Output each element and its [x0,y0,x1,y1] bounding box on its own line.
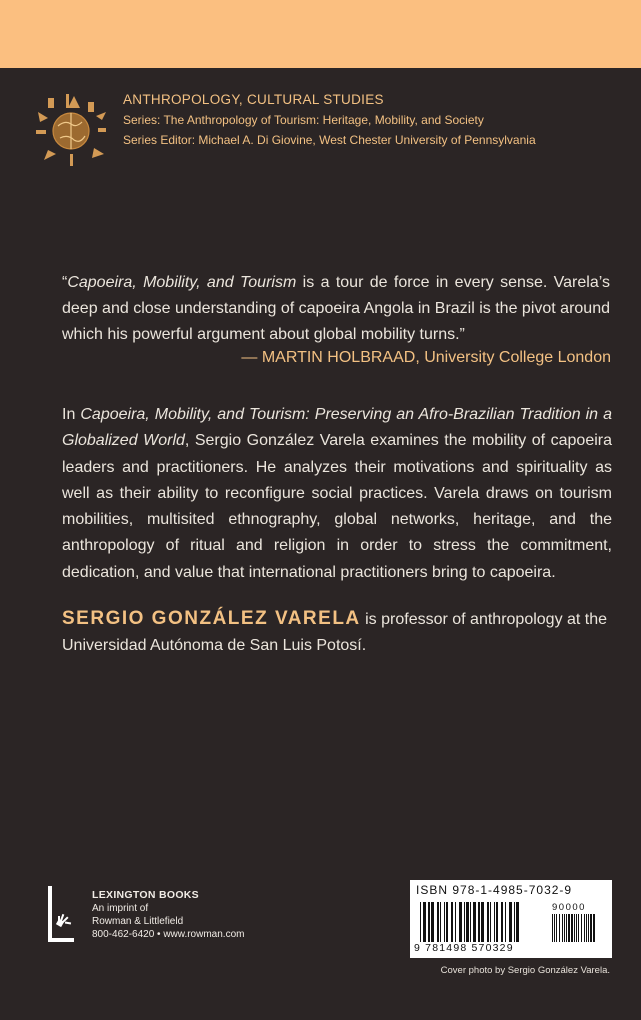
barcode-bar [516,902,519,942]
top-color-band [0,0,641,68]
barcode-bar [571,914,573,942]
barcode-bar [490,902,491,942]
barcode-bar [590,914,592,942]
description-text: , Sergio González Varela examines the mobility of capoeira leaders and practitioners. He analyzes their motivations and spirituality as well as their ability to reconfigure social practices. Varela draws on tourism mobilities, multisited ethnography, global networks, heritage, and the anthropology of ritual and religion in order to stress the commitment, dedication, and value that international practitioners bring to capoeira. [62,432,613,581]
isbn-barcode [410,880,612,958]
barcode-bar [431,902,434,942]
barcode-bar [568,914,570,942]
barcode-bar [593,914,595,942]
barcode-bar [494,902,495,942]
barcode-bar [470,902,471,942]
series-title: Series: The Anthropology of Tourism: Heritage, Mobility, and Society [123,113,484,127]
barcode-bar [578,914,579,942]
isbn-text: ISBN 978-1-4985-7032-9 [416,883,573,897]
barcode-bar [552,914,553,942]
barcode-bar [437,902,439,942]
lexington-logo-icon [48,886,74,942]
barcode-bar [514,902,515,942]
publisher-name: LEXINGTON BOOKS [92,889,199,901]
barcode-number: 9 781498 570329 [414,942,514,954]
barcode-bar [562,914,563,942]
barcode-bar [459,902,462,942]
series-info [123,90,633,150]
quote-book-title: Capoeira, Mobility, and Tourism [67,274,297,291]
publisher-parent: Rowman & Littlefield [92,916,184,927]
barcode-bar [481,902,484,942]
barcode-bar [566,914,567,942]
barcode-bar [501,902,503,942]
barcode-bar [576,914,577,942]
description-lead: In [62,406,81,423]
description-book-title: Capoeira, Mobility, and Tourism: Preserving an Afro-Brazilian Tradition in a Globalized World [62,406,613,450]
barcode-bar [556,914,557,942]
series-category: ANTHROPOLOGY, CULTURAL STUDIES [123,92,384,107]
barcode-bar [423,902,426,942]
barcode-bar [584,914,585,942]
barcode-bar [509,902,512,942]
barcode-bar [455,902,456,942]
barcode-bar [444,902,445,942]
barcode-bar [559,914,560,942]
barcode-bar [554,914,555,942]
series-editor: Series Editor: Michael A. Di Giovine, West Chester University of Pennsylvania [123,133,536,147]
barcode-bars-main [420,902,548,942]
barcode-bar [588,914,589,942]
barcode-bar [473,902,476,942]
author-name: SERGIO GONZÁLEZ VARELA [62,608,361,629]
barcode-bar [464,902,465,942]
barcode-bars-addon [552,914,604,942]
book-description [62,402,612,586]
barcode-bar [505,902,506,942]
barcode-bar [564,914,565,942]
quote-open-mark: “ [62,274,68,291]
quote-attribution: — MARTIN HOLBRAAD, University College London [241,349,611,366]
quote-text: is a tour de force in every sense. Varela’s deep and close understanding of capoeira Angola in Brazil is the pivot around which his powerful argument about global mobility turns.” [62,274,610,343]
barcode-bar [428,902,430,942]
barcode-bar [574,914,575,942]
barcode-bar [466,902,469,942]
barcode-bar [451,902,453,942]
price-code: 90000 [552,902,586,913]
publisher-info [92,889,244,941]
barcode-bar [487,902,489,942]
endorsement-quote [62,270,610,348]
barcode-bar [586,914,587,942]
barcode-bar [420,902,421,942]
barcode-bar [446,902,448,942]
barcode-bar [581,914,582,942]
publisher-imprint: An imprint of [92,903,149,914]
barcode-bar [496,902,498,942]
barcode-bar [478,902,480,942]
publisher-contact[interactable]: 800-462-6420 • www.rowman.com [92,929,245,940]
barcode-bar [440,902,441,942]
globe-travel-icon [30,88,112,170]
author-bio [62,606,622,659]
cover-photo-credit: Cover photo by Sergio González Varela. [440,965,610,976]
author-bio-text: is professor of anthropology at the Universidad Autónoma de San Luis Potosí. [62,611,608,654]
